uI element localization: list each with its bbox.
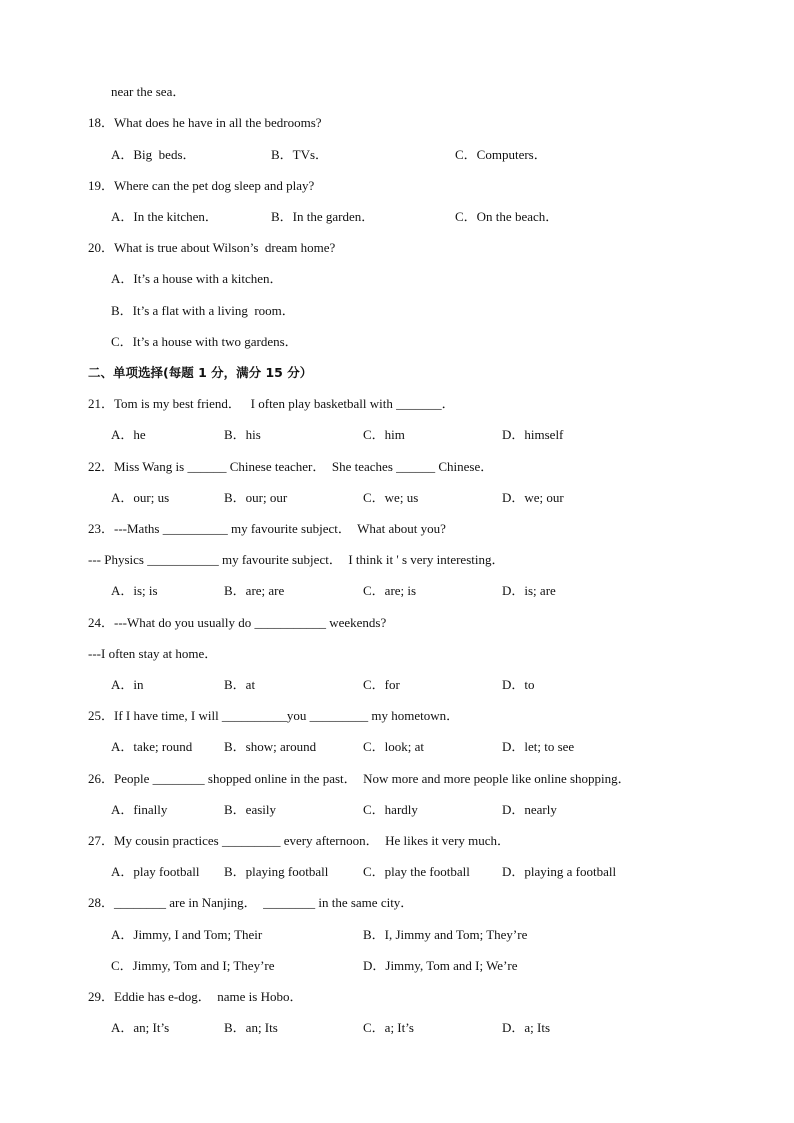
q22-option-b: B．our; our: [224, 490, 288, 505]
q19-option-a: A．In the kitchen．: [111, 209, 218, 224]
question-24-stem: 24．---What do you usually do ___________ weekends?: [88, 615, 387, 630]
q21-option-c: C．him: [363, 427, 405, 442]
q26-option-c: C．hardly: [363, 802, 418, 817]
q18-option-a: A．Big beds．: [111, 147, 196, 162]
question-22-stem: 22．Miss Wang is ______ Chinese teacher． She teaches ______ Chinese．: [88, 459, 494, 474]
q23-option-a: A．is; is: [111, 583, 158, 598]
q27-option-b: B．playing football: [224, 864, 329, 879]
q26-option-b: B．easily: [224, 802, 276, 817]
q29-option-a: A．an; It’s: [111, 1020, 170, 1035]
q22-option-a: A．our; us: [111, 490, 170, 505]
q25-option-a: A．take; round: [111, 739, 193, 754]
q28-option-d: D．Jimmy, Tom and I; We’re: [363, 958, 518, 973]
q23-option-c: C．are; is: [363, 583, 417, 598]
q24-option-c: C．for: [363, 677, 400, 692]
question-23-stem-line2: --- Physics ___________ my favourite subject． I think it ' s very interesting．: [88, 552, 505, 567]
q29-option-d: D．a; Its: [502, 1020, 551, 1035]
question-23-stem: 23．---Maths __________ my favourite subject． What about you?: [88, 521, 446, 536]
q20-option-c: C．It’s a house with two gardens．: [111, 334, 298, 349]
q28-option-c: C．Jimmy, Tom and I; They’re: [111, 958, 275, 973]
q27-option-c: C．play the football: [363, 864, 470, 879]
question-29-stem: 29．Eddie has e-dog． name is Hobo．: [88, 989, 303, 1004]
q19-option-c: C．On the beach．: [455, 209, 559, 224]
q20-option-b: B．It’s a flat with a living room．: [111, 303, 295, 318]
q28-option-a: A．Jimmy, I and Tom; Their: [111, 927, 263, 942]
section-title: 二、单项选择(每题 1 分，满分 15 分）: [88, 365, 313, 380]
question-21-stem: 21．Tom is my best friend． I often play basketball with _______．: [88, 396, 455, 411]
question-19-stem: 19．Where can the pet dog sleep and play?: [88, 178, 315, 193]
q26-option-a: A．finally: [111, 802, 168, 817]
q27-option-a: A．play football: [111, 864, 200, 879]
question-24-stem-line2: ---I often stay at home．: [88, 646, 218, 661]
question-20-stem: 20．What is true about Wilson’s dream home?: [88, 240, 336, 255]
q28-option-b: B．I, Jimmy and Tom; They’re: [363, 927, 528, 942]
q29-option-b: B．an; Its: [224, 1020, 278, 1035]
q25-option-b: B．show; around: [224, 739, 317, 754]
q21-option-a: A．he: [111, 427, 146, 442]
q24-option-d: D．to: [502, 677, 535, 692]
question-28-stem: 28．________ are in Nanjing． ________ in the same city．: [88, 895, 414, 910]
question-27-stem: 27．My cousin practices _________ every afternoon． He likes it very much．: [88, 833, 511, 848]
q19-option-b: B．In the garden．: [271, 209, 375, 224]
q18-option-b: B．TVs．: [271, 147, 329, 162]
q26-option-d: D．nearly: [502, 802, 557, 817]
q29-option-c: C．a; It’s: [363, 1020, 414, 1035]
q20-option-a: A．It’s a house with a kitchen．: [111, 271, 283, 286]
q27-option-d: D．playing a football: [502, 864, 617, 879]
question-25-stem: 25．If I have time, I will __________you _________ my hometown．: [88, 708, 460, 723]
question-26-stem: 26．People ________ shopped online in the past． Now more and more people like online shopping．: [88, 771, 631, 786]
question-18-stem: 18．What does he have in all the bedrooms?: [88, 115, 322, 130]
q25-option-d: D．let; to see: [502, 739, 575, 754]
q23-option-b: B．are; are: [224, 583, 285, 598]
q24-option-a: A．in: [111, 677, 144, 692]
q21-option-d: D．himself: [502, 427, 564, 442]
q23-option-d: D．is; are: [502, 583, 556, 598]
q21-option-b: B．his: [224, 427, 261, 442]
q24-option-b: B．at: [224, 677, 256, 692]
q25-option-c: C．look; at: [363, 739, 425, 754]
continuation-text: near the sea．: [111, 84, 186, 99]
q18-option-c: C．Computers．: [455, 147, 547, 162]
q22-option-c: C．we; us: [363, 490, 419, 505]
q22-option-d: D．we; our: [502, 490, 564, 505]
